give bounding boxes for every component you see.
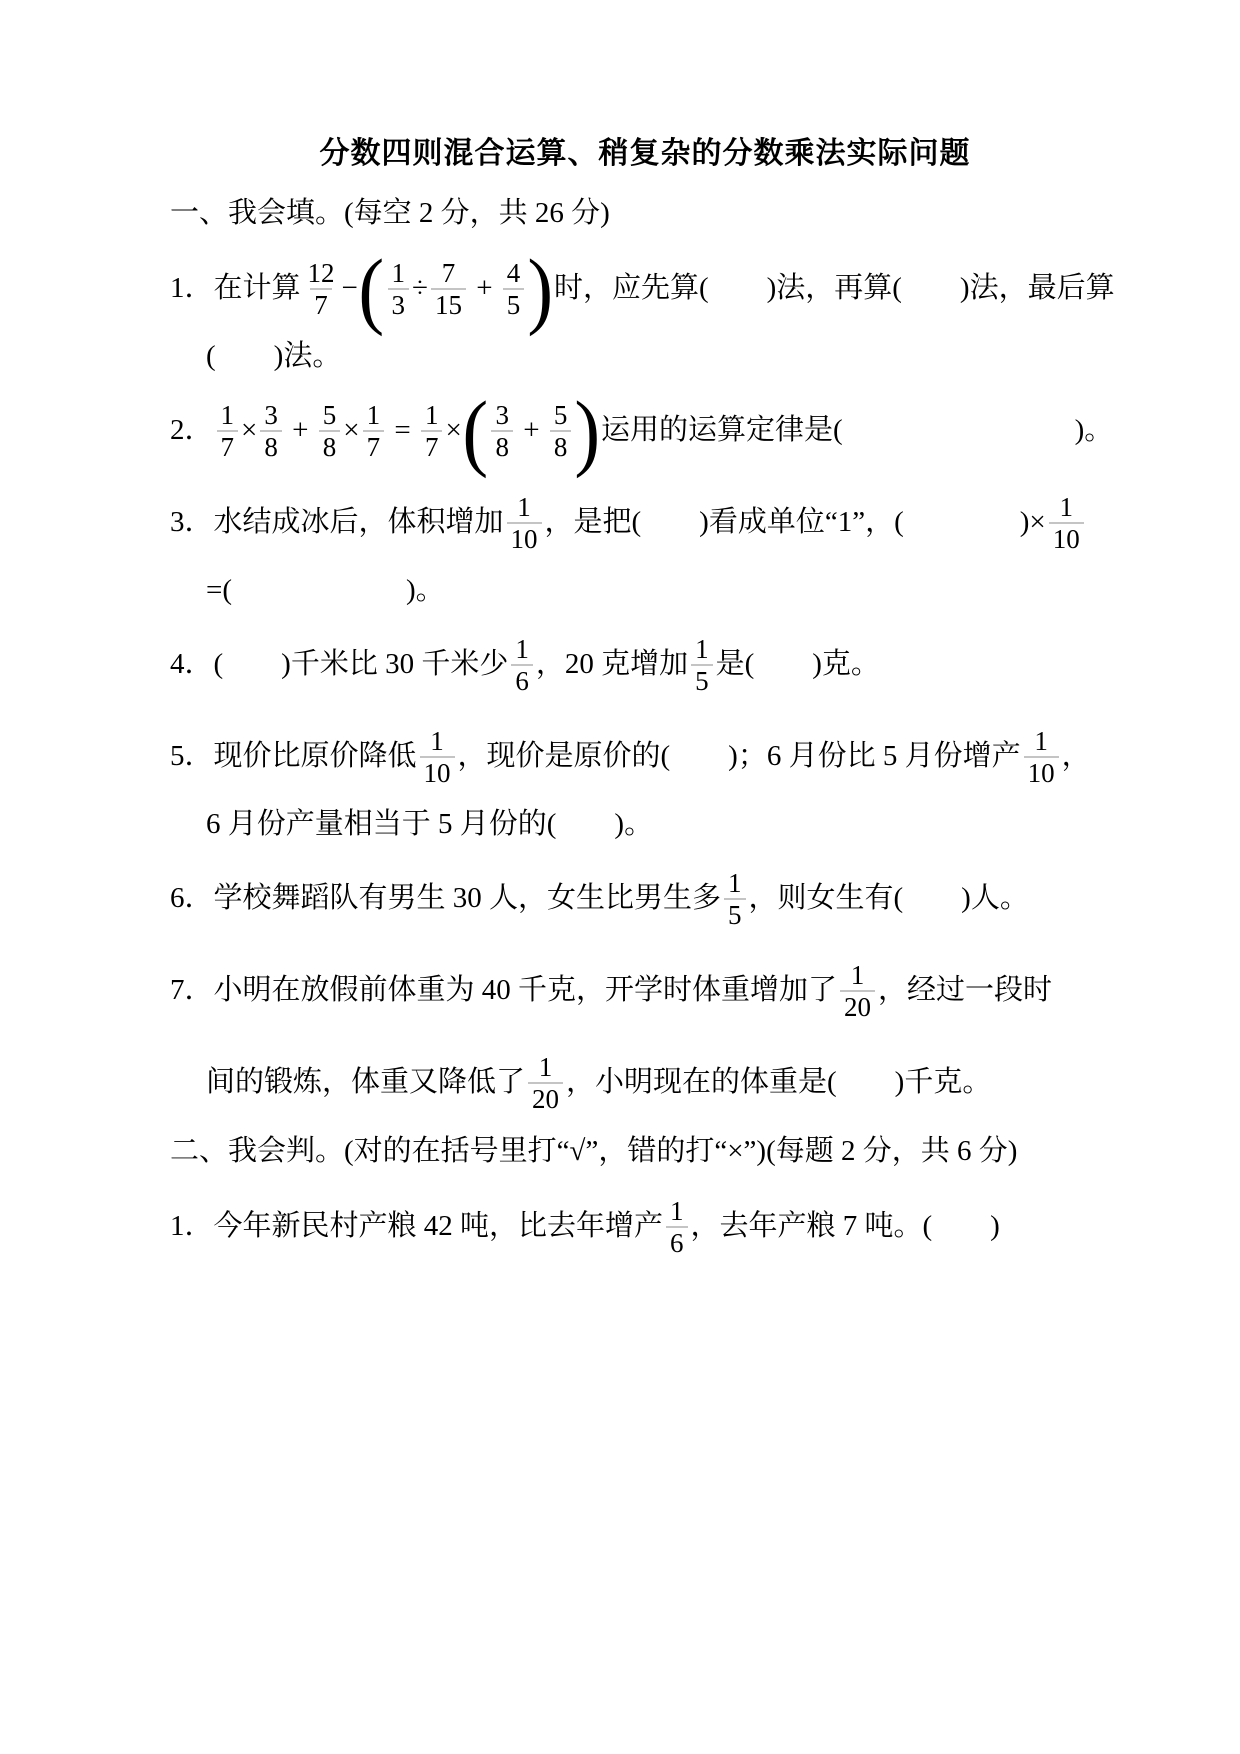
text-run: 1．在计算 [170, 272, 301, 305]
section-2-header: 二、我会判。(对的在括号里打“√”，错的打“×”)(每题 2 分，共 6 分) [170, 1135, 1018, 1168]
fraction-denominator: 20 [840, 990, 875, 1022]
fraction-numerator: 1 [424, 399, 439, 430]
fraction-numerator: 7 [441, 257, 456, 288]
text-run: + [284, 414, 316, 447]
text-run: ，现价是原价的( )；6 月份比 5 月份增产 [457, 740, 1021, 773]
fraction-numerator: 1 [1059, 491, 1073, 522]
page-title: 分数四则混合运算、稍复杂的分数乘法实际问题 [319, 137, 971, 170]
text-run: 间的锻炼，体重又降低了 [206, 1066, 526, 1099]
fraction-numerator: 1 [695, 633, 709, 664]
fraction [1024, 726, 1059, 788]
s1-question-5-line-2 [170, 804, 1120, 846]
fraction-denominator: 3 [388, 288, 410, 320]
fraction-denominator: 6 [666, 1226, 688, 1258]
fraction [666, 1196, 688, 1258]
fraction-numerator: 1 [430, 725, 444, 756]
text-run: 2． [170, 414, 214, 447]
fraction-numerator: 1 [515, 633, 529, 664]
fraction [550, 400, 572, 462]
fraction [260, 400, 282, 462]
fraction-denominator: 15 [431, 288, 466, 320]
fraction-denominator: 10 [420, 756, 455, 788]
fraction-denominator: 7 [217, 430, 239, 462]
big-left-paren: ( [358, 241, 385, 337]
text-run: − [341, 272, 358, 305]
fraction-numerator: 1 [366, 399, 381, 430]
fraction [511, 634, 533, 696]
fraction-numerator: 1 [1034, 725, 1048, 756]
text-run: ，是把( )看成单位“1”，( )× [544, 506, 1046, 539]
s1-question-1-line-2 [170, 336, 1120, 378]
text-run: + [515, 414, 547, 447]
big-left-paren: ( [462, 383, 489, 479]
s1-question-7-line-1 [170, 946, 1120, 1036]
big-right-paren: ) [574, 383, 601, 479]
s1-question-4-line-1 [170, 620, 1120, 710]
text-run: ，则女生有( )人。 [748, 882, 1029, 915]
fraction [840, 960, 875, 1022]
text-run: 是( )克。 [715, 648, 880, 681]
s1-question-3-line-1 [170, 478, 1120, 568]
fraction-numerator: 4 [506, 257, 521, 288]
text-run: × [445, 414, 462, 447]
fraction-denominator: 5 [724, 898, 746, 930]
fraction-denominator: 8 [491, 430, 513, 462]
text-run: = [387, 414, 418, 447]
fraction-denominator: 10 [1024, 756, 1059, 788]
fraction [503, 258, 525, 320]
fraction-numerator: 1 [517, 491, 531, 522]
fraction-numerator: 3 [495, 399, 509, 430]
fraction-numerator: 1 [728, 867, 742, 898]
fraction-denominator: 5 [503, 288, 525, 320]
s1-question-1-line-1 [170, 241, 1120, 337]
s1-question-6-line-1 [170, 854, 1120, 944]
text-run: 7．小明在放假前体重为 40 千克，开学时体重增加了 [170, 974, 838, 1007]
text-run: 1．今年新民村产粮 42 吨，比去年增产 [170, 1210, 664, 1243]
text-run: ， [1061, 740, 1091, 773]
fraction-denominator: 10 [1049, 522, 1084, 554]
text-run: 3．水结成冰后，体积增加 [170, 506, 504, 539]
fraction [431, 258, 466, 320]
text-run: 时，应先算( )法，再算( )法，最后算 [553, 272, 1115, 305]
fraction-denominator: 7 [363, 430, 385, 462]
text-run: 6．学校舞蹈队有男生 30 人，女生比男生多 [170, 882, 722, 915]
fraction-denominator: 8 [319, 430, 341, 462]
fraction-denominator: 20 [528, 1082, 563, 1114]
s1-question-2-line-1 [170, 383, 1120, 479]
fraction-numerator: 1 [670, 1195, 684, 1226]
fraction [319, 400, 341, 462]
fraction [724, 868, 746, 930]
big-right-paren: ) [527, 241, 554, 337]
s1-question-3-line-2 [170, 570, 1120, 612]
text-run: 5．现价比原价降低 [170, 740, 417, 773]
text-run: ，小明现在的体重是( )千克。 [566, 1066, 992, 1099]
fraction [217, 400, 239, 462]
fraction-numerator: 12 [307, 257, 335, 288]
fraction-denominator: 8 [260, 430, 282, 462]
fraction [363, 400, 385, 462]
text-run: ，20 克增加 [535, 648, 689, 681]
text-run: 4．( )千米比 30 千米少 [170, 648, 509, 681]
s1-question-7-line-2 [170, 1038, 1120, 1128]
s1-question-5-line-1 [170, 712, 1120, 802]
text-run: ，去年产粮 7 吨。( ) [690, 1210, 1000, 1243]
fraction [528, 1052, 563, 1114]
fraction-numerator: 5 [322, 399, 337, 430]
text-run: =( )。 [206, 574, 445, 607]
text-run: ，经过一段时 [878, 974, 1053, 1007]
text-run: × [241, 414, 258, 447]
fraction-denominator: 7 [421, 430, 443, 462]
fraction [421, 400, 443, 462]
text-run: ÷ [412, 272, 428, 305]
fraction [1049, 492, 1084, 554]
text-run: 6 月份产量相当于 5 月份的( )。 [206, 808, 654, 841]
fraction-numerator: 1 [391, 257, 406, 288]
fraction-numerator: 1 [538, 1051, 553, 1082]
section-1-header: 一、我会填。(每空 2 分，共 26 分) [170, 197, 610, 230]
fraction-numerator: 1 [850, 959, 865, 990]
fraction-numerator: 3 [264, 399, 278, 430]
fraction-numerator: 5 [553, 399, 568, 430]
fraction [420, 726, 455, 788]
fraction-numerator: 1 [220, 399, 235, 430]
fraction-denominator: 5 [691, 664, 713, 696]
fraction [388, 258, 410, 320]
text-run: × [343, 414, 360, 447]
fraction [491, 400, 513, 462]
fraction-denominator: 7 [310, 288, 332, 320]
fraction-denominator: 8 [550, 430, 572, 462]
fraction [304, 258, 339, 320]
text-run: + [468, 272, 500, 305]
fraction-denominator: 10 [507, 522, 542, 554]
fraction [507, 492, 542, 554]
s2-question-1-line-1 [170, 1182, 1120, 1272]
fraction-denominator: 6 [511, 664, 533, 696]
text-run: ( )法。 [206, 340, 342, 373]
fraction [691, 634, 713, 696]
text-run: 运用的运算定律是( )。 [600, 414, 1114, 447]
